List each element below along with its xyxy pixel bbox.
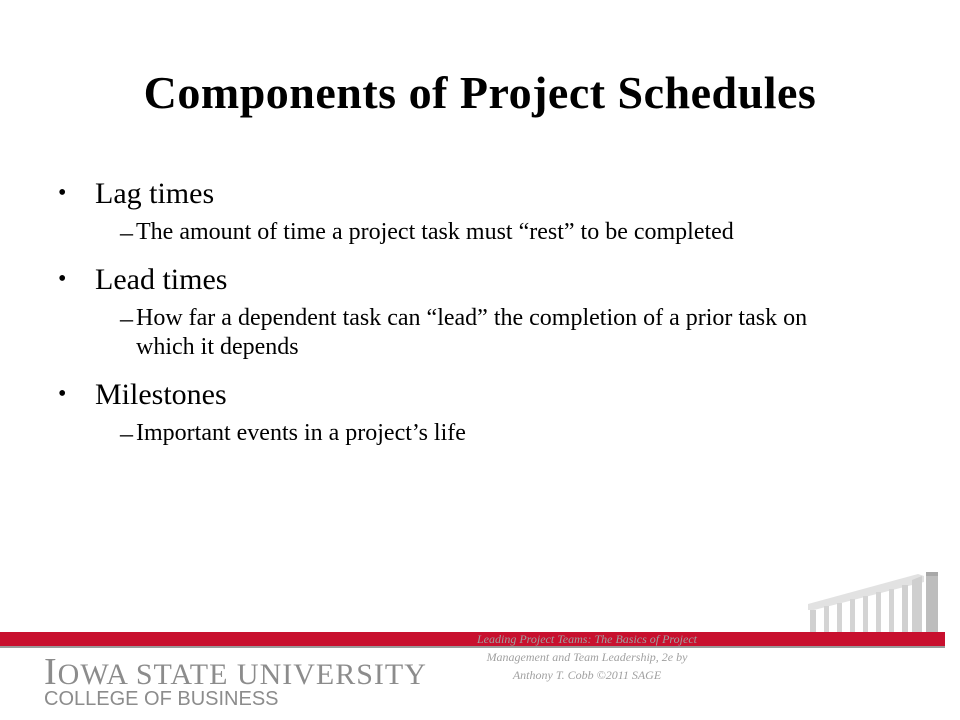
item-label: Milestones (95, 378, 227, 411)
item-label: Lead times (95, 263, 228, 296)
college-name: COLLEGE OF BUSINESS (44, 688, 279, 710)
item-detail: Important events in a project’s life (136, 420, 466, 446)
item-detail: The amount of time a project task must “rest” to be completed (136, 219, 734, 245)
dash-icon: – (120, 304, 133, 333)
slide-title: Components of Project Schedules (143, 67, 817, 118)
list-item (58, 260, 898, 362)
bullet-icon: • (58, 180, 67, 206)
list-item (58, 174, 898, 247)
dash-icon: – (120, 218, 133, 247)
building-columns-icon (800, 566, 950, 632)
citation-text: Leading Project Teams: The Basics of Project Management and Team Leadership, 2e by Anthony T. Cobb ©2011 SAGE (477, 632, 697, 682)
bullet-list (58, 174, 898, 448)
list-item (58, 375, 898, 448)
university-wordmark: IOWA STATE UNIVERSITY (44, 651, 427, 693)
bullet-icon: • (58, 266, 67, 292)
item-detail: How far a dependent task can “lead” the completion of a prior task on which it depends (136, 305, 808, 360)
item-label: Lag times (95, 177, 215, 210)
dash-icon: – (120, 419, 133, 448)
bullet-icon: • (58, 381, 67, 407)
